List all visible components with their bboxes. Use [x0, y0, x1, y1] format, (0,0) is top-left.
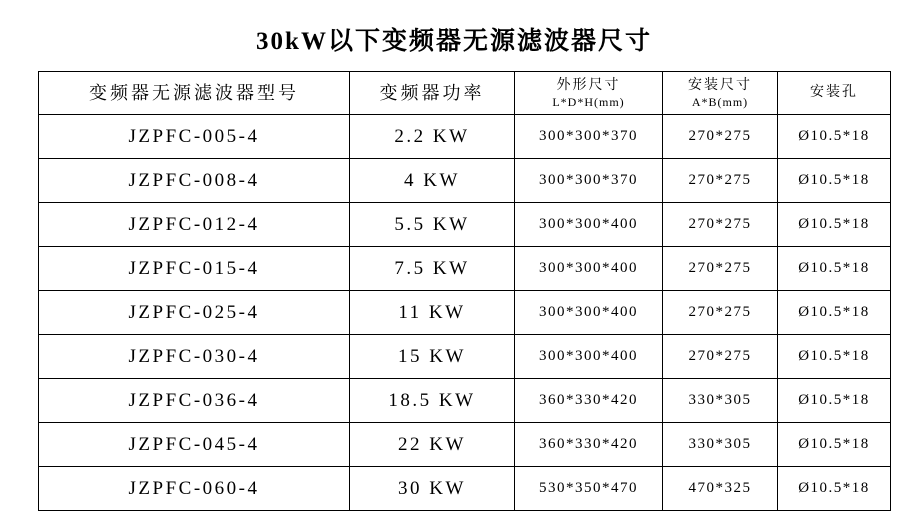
table-cell: 330*305 [663, 423, 778, 467]
table-cell: 270*275 [663, 335, 778, 379]
table-cell: Ø10.5*18 [778, 335, 891, 379]
header-row [39, 72, 891, 115]
table-row [39, 335, 891, 379]
table-cell: Ø10.5*18 [778, 379, 891, 423]
header-power [350, 72, 515, 115]
page-title: 30kW以下变频器无源滤波器尺寸 [256, 28, 652, 55]
table-cell: Ø10.5*18 [778, 291, 891, 335]
table-cell: 5.5 KW [350, 203, 515, 247]
table-cell: 270*275 [663, 291, 778, 335]
table-row [39, 115, 891, 159]
table-cell: Ø10.5*18 [778, 159, 891, 203]
table-cell: JZPFC-025-4 [39, 291, 350, 335]
table-row [39, 291, 891, 335]
table-cell: 470*325 [663, 467, 778, 511]
table-cell: Ø10.5*18 [778, 467, 891, 511]
table-cell: 300*300*400 [515, 335, 663, 379]
table-cell: JZPFC-030-4 [39, 335, 350, 379]
header-outline-size-label: 外形尺寸 [556, 78, 621, 94]
header-model-label: 变频器无源滤波器型号 [89, 82, 299, 103]
filter-spec-table [38, 71, 891, 511]
table-cell: JZPFC-005-4 [39, 115, 350, 159]
table-cell: 360*330*420 [515, 423, 663, 467]
table-cell: 18.5 KW [350, 379, 515, 423]
table-cell: 330*305 [663, 379, 778, 423]
table-cell: JZPFC-008-4 [39, 159, 350, 203]
table-cell: 530*350*470 [515, 467, 663, 511]
table-cell: JZPFC-012-4 [39, 203, 350, 247]
header-mounting-hole [778, 72, 891, 115]
table-cell: 270*275 [663, 115, 778, 159]
table-cell: Ø10.5*18 [778, 203, 891, 247]
table-cell: 22 KW [350, 423, 515, 467]
table-cell: 300*300*370 [515, 159, 663, 203]
table-cell: 270*275 [663, 159, 778, 203]
table-body [39, 115, 891, 511]
header-model [39, 72, 350, 115]
table-cell: 7.5 KW [350, 247, 515, 291]
header-mounting-size [663, 72, 778, 115]
table-row [39, 159, 891, 203]
table-row [39, 423, 891, 467]
table-row [39, 247, 891, 291]
table-cell: JZPFC-036-4 [39, 379, 350, 423]
table-cell: 300*300*400 [515, 291, 663, 335]
table-row [39, 467, 891, 511]
header-outline-size-sub: L*D*H(mm) [552, 94, 625, 109]
table-cell: 270*275 [663, 247, 778, 291]
table-header [39, 72, 891, 115]
header-outline-size [515, 72, 663, 115]
table-cell: JZPFC-060-4 [39, 467, 350, 511]
table-cell: 15 KW [350, 335, 515, 379]
table-cell: JZPFC-045-4 [39, 423, 350, 467]
header-mounting-hole-label: 安装孔 [810, 85, 858, 101]
table-cell: 300*300*400 [515, 247, 663, 291]
table-cell: Ø10.5*18 [778, 115, 891, 159]
table-cell: Ø10.5*18 [778, 247, 891, 291]
header-mounting-size-sub: A*B(mm) [691, 94, 749, 109]
table-cell: 2.2 KW [350, 115, 515, 159]
table-cell: 11 KW [350, 291, 515, 335]
table-row [39, 379, 891, 423]
table-cell: 270*275 [663, 203, 778, 247]
table-cell: 300*300*370 [515, 115, 663, 159]
table-row [39, 203, 891, 247]
table-cell: 300*300*400 [515, 203, 663, 247]
header-mounting-size-label: 安装尺寸 [688, 78, 752, 94]
table-cell: Ø10.5*18 [778, 423, 891, 467]
table-cell: 30 KW [350, 467, 515, 511]
table-cell: 4 KW [350, 159, 515, 203]
table-cell: 360*330*420 [515, 379, 663, 423]
header-power-label: 变频器功率 [379, 82, 485, 103]
table-cell: JZPFC-015-4 [39, 247, 350, 291]
